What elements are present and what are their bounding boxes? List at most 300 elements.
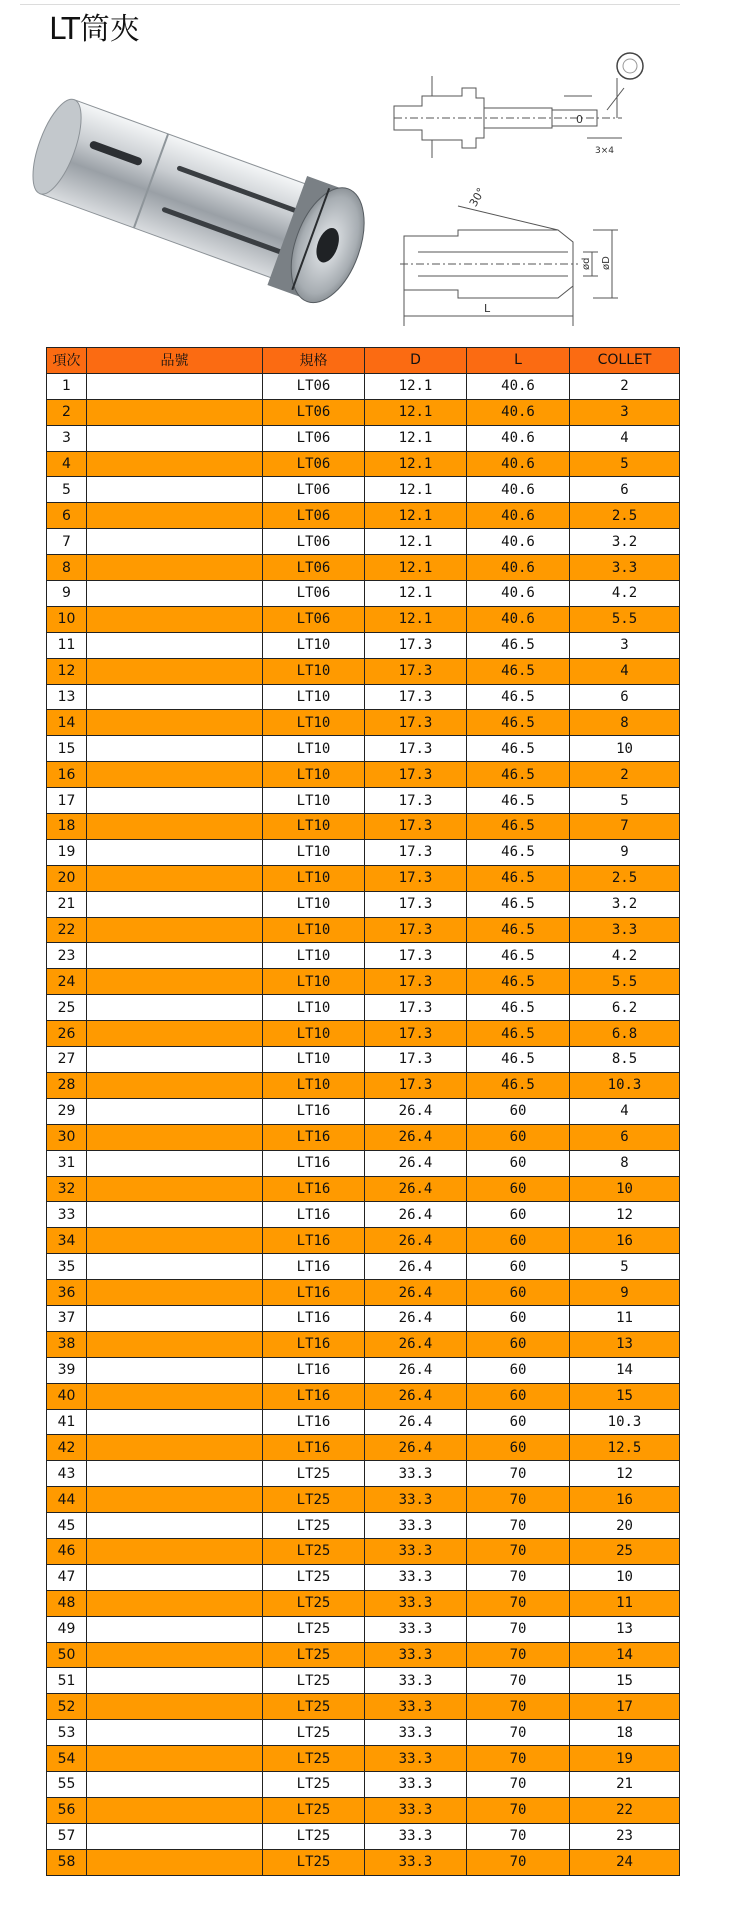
cell-collet: 5 <box>570 1254 680 1280</box>
cell-l: 70 <box>467 1746 570 1772</box>
cell-collet: 16 <box>570 1228 680 1254</box>
cell-index: 2 <box>47 399 87 425</box>
cell-spec: LT10 <box>263 736 365 762</box>
cell-spec: LT10 <box>263 839 365 865</box>
cell-l: 70 <box>467 1487 570 1513</box>
cell-collet: 15 <box>570 1383 680 1409</box>
cell-spec: LT16 <box>263 1331 365 1357</box>
cell-index: 17 <box>47 788 87 814</box>
cell-l: 60 <box>467 1331 570 1357</box>
cell-index: 46 <box>47 1538 87 1564</box>
table-row <box>47 1409 680 1435</box>
cell-l: 60 <box>467 1176 570 1202</box>
cell-spec: LT10 <box>263 1072 365 1098</box>
header-d: D <box>365 348 467 374</box>
cell-part-number <box>87 477 263 503</box>
cell-collet: 6 <box>570 1124 680 1150</box>
table-row <box>47 1228 680 1254</box>
cell-collet: 18 <box>570 1720 680 1746</box>
cell-spec: LT16 <box>263 1357 365 1383</box>
table-row <box>47 1331 680 1357</box>
cell-d: 26.4 <box>365 1331 467 1357</box>
cell-collet: 6 <box>570 684 680 710</box>
cell-part-number <box>87 1538 263 1564</box>
cell-l: 70 <box>467 1538 570 1564</box>
cell-index: 21 <box>47 891 87 917</box>
table-row <box>47 1176 680 1202</box>
cell-spec: LT25 <box>263 1642 365 1668</box>
table-row <box>47 1254 680 1280</box>
cell-l: 70 <box>467 1461 570 1487</box>
cell-d: 17.3 <box>365 1021 467 1047</box>
cell-collet: 17 <box>570 1694 680 1720</box>
cell-d: 33.3 <box>365 1694 467 1720</box>
cell-d: 17.3 <box>365 814 467 840</box>
cell-spec: LT25 <box>263 1694 365 1720</box>
cell-part-number <box>87 1331 263 1357</box>
cell-index: 19 <box>47 839 87 865</box>
cell-d: 17.3 <box>365 632 467 658</box>
cell-index: 51 <box>47 1668 87 1694</box>
cell-part-number <box>87 1202 263 1228</box>
table-row <box>47 736 680 762</box>
cell-collet: 6 <box>570 477 680 503</box>
cell-l: 60 <box>467 1357 570 1383</box>
header-collet: COLLET <box>570 348 680 374</box>
cell-collet: 10.3 <box>570 1409 680 1435</box>
cell-l: 60 <box>467 1202 570 1228</box>
table-row <box>47 1616 680 1642</box>
cell-l: 40.6 <box>467 399 570 425</box>
cell-l: 46.5 <box>467 1021 570 1047</box>
cell-collet: 21 <box>570 1771 680 1797</box>
cell-part-number <box>87 1642 263 1668</box>
cell-spec: LT16 <box>263 1098 365 1124</box>
cell-index: 5 <box>47 477 87 503</box>
table-row <box>47 581 680 607</box>
cell-l: 70 <box>467 1797 570 1823</box>
cell-collet: 9 <box>570 1280 680 1306</box>
cell-part-number <box>87 1124 263 1150</box>
cell-index: 8 <box>47 555 87 581</box>
cell-spec: LT10 <box>263 762 365 788</box>
cell-l: 40.6 <box>467 477 570 503</box>
cell-index: 33 <box>47 1202 87 1228</box>
cell-spec: LT06 <box>263 399 365 425</box>
cell-index: 43 <box>47 1461 87 1487</box>
cell-d: 12.1 <box>365 606 467 632</box>
cell-spec: LT16 <box>263 1254 365 1280</box>
cell-spec: LT25 <box>263 1538 365 1564</box>
cell-d: 33.3 <box>365 1487 467 1513</box>
cell-spec: LT06 <box>263 555 365 581</box>
cell-d: 17.3 <box>365 762 467 788</box>
cell-part-number <box>87 1564 263 1590</box>
cell-spec: LT06 <box>263 425 365 451</box>
header-index: 項次 <box>47 348 87 374</box>
cell-spec: LT16 <box>263 1228 365 1254</box>
cell-index: 34 <box>47 1228 87 1254</box>
cell-part-number <box>87 1487 263 1513</box>
cell-spec: LT25 <box>263 1513 365 1539</box>
table-row <box>47 1720 680 1746</box>
cell-d: 33.3 <box>365 1771 467 1797</box>
cell-d: 17.3 <box>365 710 467 736</box>
cell-index: 3 <box>47 425 87 451</box>
cell-l: 70 <box>467 1694 570 1720</box>
cell-part-number <box>87 943 263 969</box>
cell-spec: LT16 <box>263 1435 365 1461</box>
cell-index: 1 <box>47 373 87 399</box>
cell-part-number <box>87 1098 263 1124</box>
table-row <box>47 503 680 529</box>
cell-spec: LT06 <box>263 581 365 607</box>
table-body <box>47 373 680 1875</box>
cell-d: 12.1 <box>365 581 467 607</box>
table-row <box>47 1435 680 1461</box>
cell-index: 37 <box>47 1305 87 1331</box>
collet-section-drawing <box>398 186 630 326</box>
cell-collet: 14 <box>570 1357 680 1383</box>
cell-part-number <box>87 1616 263 1642</box>
table-row <box>47 684 680 710</box>
cell-spec: LT16 <box>263 1202 365 1228</box>
cell-d: 26.4 <box>365 1124 467 1150</box>
cell-part-number <box>87 1228 263 1254</box>
cell-collet: 10.3 <box>570 1072 680 1098</box>
cell-part-number <box>87 373 263 399</box>
cell-l: 46.5 <box>467 632 570 658</box>
cell-part-number <box>87 839 263 865</box>
cell-index: 36 <box>47 1280 87 1306</box>
cell-index: 44 <box>47 1487 87 1513</box>
cell-collet: 11 <box>570 1305 680 1331</box>
cell-spec: LT10 <box>263 1021 365 1047</box>
table-row <box>47 762 680 788</box>
cell-d: 12.1 <box>365 555 467 581</box>
cell-d: 17.3 <box>365 1047 467 1073</box>
cell-part-number <box>87 1823 263 1849</box>
cell-index: 54 <box>47 1746 87 1772</box>
cell-collet: 13 <box>570 1616 680 1642</box>
cell-collet: 2.5 <box>570 503 680 529</box>
table-row <box>47 1746 680 1772</box>
cell-part-number <box>87 969 263 995</box>
cell-d: 26.4 <box>365 1280 467 1306</box>
table-row <box>47 814 680 840</box>
cell-part-number <box>87 606 263 632</box>
cell-l: 70 <box>467 1823 570 1849</box>
cell-collet: 4.2 <box>570 943 680 969</box>
cell-d: 26.4 <box>365 1254 467 1280</box>
table-row <box>47 1487 680 1513</box>
cell-l: 46.5 <box>467 1047 570 1073</box>
table-row <box>47 1202 680 1228</box>
cell-spec: LT10 <box>263 1047 365 1073</box>
cell-l: 40.6 <box>467 606 570 632</box>
cell-part-number <box>87 555 263 581</box>
cell-collet: 4.2 <box>570 581 680 607</box>
cell-l: 46.5 <box>467 865 570 891</box>
cell-spec: LT16 <box>263 1409 365 1435</box>
cell-part-number <box>87 1590 263 1616</box>
cell-part-number <box>87 1797 263 1823</box>
cell-index: 12 <box>47 658 87 684</box>
cell-collet: 12.5 <box>570 1435 680 1461</box>
table-row <box>47 1280 680 1306</box>
table-row <box>47 943 680 969</box>
cell-l: 60 <box>467 1124 570 1150</box>
cell-collet: 2 <box>570 762 680 788</box>
cell-l: 46.5 <box>467 995 570 1021</box>
cell-collet: 8 <box>570 1150 680 1176</box>
cell-spec: LT10 <box>263 865 365 891</box>
table-row <box>47 1590 680 1616</box>
cell-index: 26 <box>47 1021 87 1047</box>
table-row <box>47 373 680 399</box>
cell-d: 17.3 <box>365 995 467 1021</box>
cell-l: 70 <box>467 1771 570 1797</box>
cell-part-number <box>87 788 263 814</box>
cell-index: 40 <box>47 1383 87 1409</box>
cell-spec: LT16 <box>263 1150 365 1176</box>
cell-collet: 7 <box>570 814 680 840</box>
cell-collet: 4 <box>570 658 680 684</box>
d-label: ød <box>581 257 592 270</box>
cell-l: 46.5 <box>467 736 570 762</box>
cell-part-number <box>87 1720 263 1746</box>
cell-collet: 8.5 <box>570 1047 680 1073</box>
cell-d: 12.1 <box>365 529 467 555</box>
cell-collet: 5 <box>570 788 680 814</box>
table-row <box>47 399 680 425</box>
cell-part-number <box>87 1746 263 1772</box>
table-row <box>47 606 680 632</box>
table-row <box>47 477 680 503</box>
cell-d: 26.4 <box>365 1435 467 1461</box>
cell-spec: LT16 <box>263 1280 365 1306</box>
L-label: L <box>484 302 491 315</box>
cell-collet: 19 <box>570 1746 680 1772</box>
cell-d: 26.4 <box>365 1098 467 1124</box>
cell-d: 12.1 <box>365 373 467 399</box>
cell-d: 17.3 <box>365 865 467 891</box>
table-row <box>47 839 680 865</box>
cell-index: 23 <box>47 943 87 969</box>
collet-spec-table <box>46 347 680 1876</box>
cell-index: 4 <box>47 451 87 477</box>
cell-spec: LT16 <box>263 1383 365 1409</box>
cell-d: 26.4 <box>365 1176 467 1202</box>
table-row <box>47 632 680 658</box>
cell-part-number <box>87 865 263 891</box>
cell-spec: LT25 <box>263 1590 365 1616</box>
cell-spec: LT25 <box>263 1823 365 1849</box>
angle-label: 30° <box>466 186 488 209</box>
cell-spec: LT10 <box>263 995 365 1021</box>
table-row <box>47 1564 680 1590</box>
cell-collet: 20 <box>570 1513 680 1539</box>
cell-d: 33.3 <box>365 1746 467 1772</box>
cell-spec: LT25 <box>263 1461 365 1487</box>
cell-spec: LT10 <box>263 684 365 710</box>
table-row <box>47 425 680 451</box>
cell-part-number <box>87 814 263 840</box>
cell-part-number <box>87 1849 263 1875</box>
cell-l: 46.5 <box>467 839 570 865</box>
cell-d: 26.4 <box>365 1150 467 1176</box>
cell-l: 70 <box>467 1564 570 1590</box>
cell-spec: LT25 <box>263 1668 365 1694</box>
cell-l: 60 <box>467 1150 570 1176</box>
cell-spec: LT06 <box>263 503 365 529</box>
table-row <box>47 1771 680 1797</box>
cell-collet: 12 <box>570 1202 680 1228</box>
cell-index: 20 <box>47 865 87 891</box>
cell-spec: LT16 <box>263 1124 365 1150</box>
table-row <box>47 891 680 917</box>
cell-d: 12.1 <box>365 451 467 477</box>
cell-d: 33.3 <box>365 1720 467 1746</box>
cell-collet: 6.8 <box>570 1021 680 1047</box>
table-row <box>47 1124 680 1150</box>
cell-l: 40.6 <box>467 503 570 529</box>
cell-collet: 25 <box>570 1538 680 1564</box>
cell-d: 33.3 <box>365 1513 467 1539</box>
table-row <box>47 1305 680 1331</box>
table-row <box>47 995 680 1021</box>
cell-index: 11 <box>47 632 87 658</box>
cell-l: 70 <box>467 1590 570 1616</box>
cell-l: 60 <box>467 1409 570 1435</box>
cell-l: 70 <box>467 1668 570 1694</box>
cell-part-number <box>87 1254 263 1280</box>
cell-index: 22 <box>47 917 87 943</box>
cell-d: 33.3 <box>365 1823 467 1849</box>
table-row <box>47 1461 680 1487</box>
cell-spec: LT25 <box>263 1720 365 1746</box>
cell-collet: 13 <box>570 1331 680 1357</box>
cell-d: 33.3 <box>365 1642 467 1668</box>
cell-l: 46.5 <box>467 1072 570 1098</box>
cell-index: 14 <box>47 710 87 736</box>
cell-spec: LT06 <box>263 373 365 399</box>
cell-spec: LT06 <box>263 477 365 503</box>
cell-d: 17.3 <box>365 1072 467 1098</box>
cell-l: 70 <box>467 1720 570 1746</box>
cell-collet: 24 <box>570 1849 680 1875</box>
page-title: LT筒夾 <box>49 12 140 47</box>
cell-d: 33.3 <box>365 1797 467 1823</box>
cell-part-number <box>87 684 263 710</box>
cell-index: 10 <box>47 606 87 632</box>
cell-d: 33.3 <box>365 1461 467 1487</box>
cell-index: 31 <box>47 1150 87 1176</box>
header-part-number: 品號 <box>87 348 263 374</box>
cell-part-number <box>87 891 263 917</box>
table-row <box>47 1849 680 1875</box>
cell-spec: LT10 <box>263 969 365 995</box>
cell-index: 28 <box>47 1072 87 1098</box>
table-row <box>47 1098 680 1124</box>
cell-index: 13 <box>47 684 87 710</box>
table-row <box>47 969 680 995</box>
cell-d: 12.1 <box>365 503 467 529</box>
cell-part-number <box>87 995 263 1021</box>
table-row <box>47 1357 680 1383</box>
cell-d: 17.3 <box>365 736 467 762</box>
cell-collet: 10 <box>570 1564 680 1590</box>
table-row <box>47 1694 680 1720</box>
cell-l: 46.5 <box>467 969 570 995</box>
cell-part-number <box>87 503 263 529</box>
cell-l: 70 <box>467 1513 570 1539</box>
cell-collet: 16 <box>570 1487 680 1513</box>
cell-index: 32 <box>47 1176 87 1202</box>
cell-part-number <box>87 658 263 684</box>
cell-l: 46.5 <box>467 684 570 710</box>
cell-collet: 14 <box>570 1642 680 1668</box>
cell-part-number <box>87 1409 263 1435</box>
cell-index: 9 <box>47 581 87 607</box>
cell-spec: LT16 <box>263 1176 365 1202</box>
cell-d: 17.3 <box>365 788 467 814</box>
cell-d: 26.4 <box>365 1305 467 1331</box>
collet-photo <box>18 78 390 323</box>
cell-index: 16 <box>47 762 87 788</box>
cell-l: 46.5 <box>467 788 570 814</box>
cell-collet: 2.5 <box>570 865 680 891</box>
cell-index: 56 <box>47 1797 87 1823</box>
table-row <box>47 451 680 477</box>
cell-part-number <box>87 1694 263 1720</box>
cell-spec: LT10 <box>263 891 365 917</box>
cell-l: 46.5 <box>467 917 570 943</box>
cell-d: 33.3 <box>365 1564 467 1590</box>
cell-part-number <box>87 762 263 788</box>
cell-part-number <box>87 1513 263 1539</box>
cell-collet: 10 <box>570 736 680 762</box>
table-header-row <box>47 348 680 374</box>
cell-collet: 3.2 <box>570 529 680 555</box>
cell-index: 15 <box>47 736 87 762</box>
zero-label: 0 <box>576 113 583 126</box>
cell-index: 18 <box>47 814 87 840</box>
cell-part-number <box>87 1668 263 1694</box>
cell-l: 60 <box>467 1098 570 1124</box>
cell-part-number <box>87 451 263 477</box>
table-row <box>47 917 680 943</box>
cell-l: 60 <box>467 1280 570 1306</box>
cell-part-number <box>87 1461 263 1487</box>
cell-index: 49 <box>47 1616 87 1642</box>
cell-l: 60 <box>467 1383 570 1409</box>
cell-index: 48 <box>47 1590 87 1616</box>
cell-collet: 4 <box>570 425 680 451</box>
cell-index: 47 <box>47 1564 87 1590</box>
cell-d: 26.4 <box>365 1357 467 1383</box>
cell-part-number <box>87 917 263 943</box>
cell-l: 46.5 <box>467 762 570 788</box>
table-row <box>47 1150 680 1176</box>
table-row <box>47 1823 680 1849</box>
cell-spec: LT10 <box>263 632 365 658</box>
cell-collet: 3 <box>570 632 680 658</box>
cell-d: 33.3 <box>365 1590 467 1616</box>
table-row <box>47 1072 680 1098</box>
table-row <box>47 710 680 736</box>
cell-collet: 5 <box>570 451 680 477</box>
